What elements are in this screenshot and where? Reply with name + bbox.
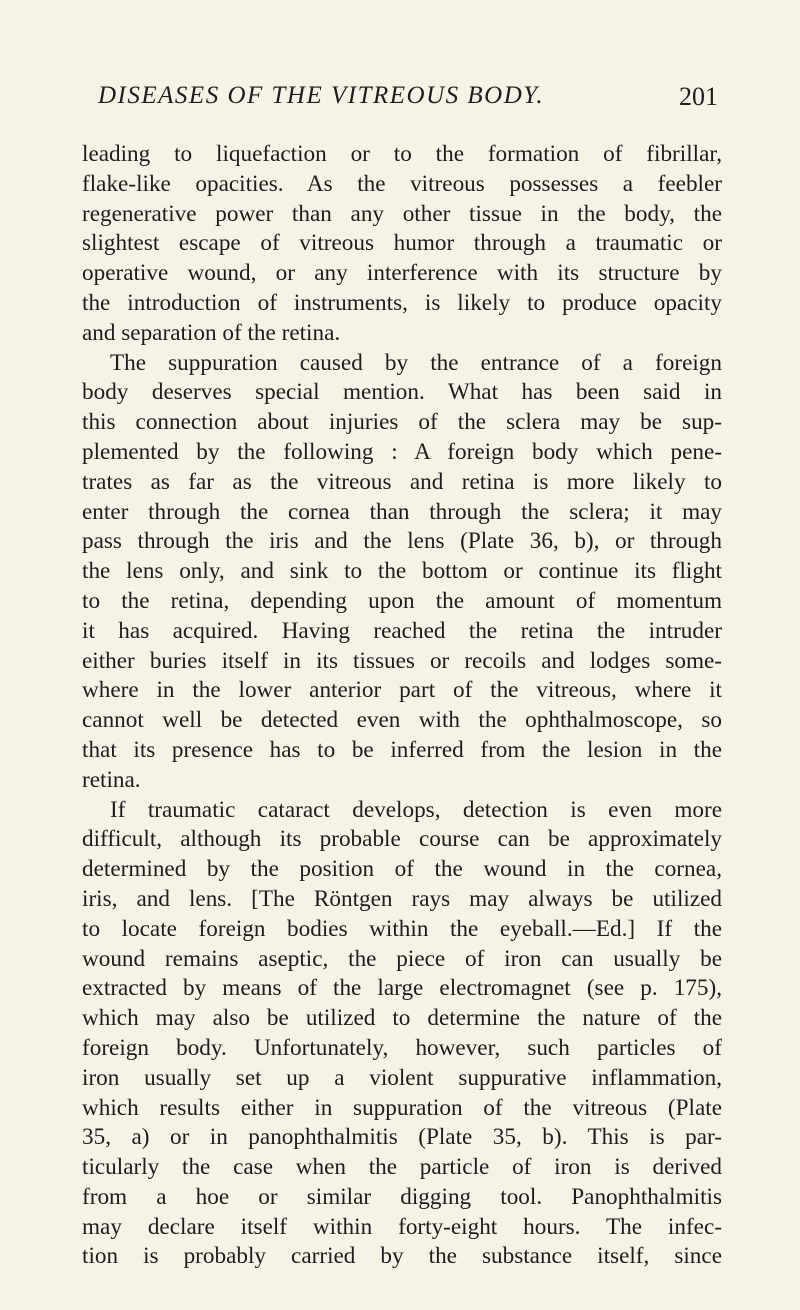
- text-line: which results either in suppuration of the vitreous (Plate: [82, 1094, 722, 1121]
- page-number: 201: [679, 82, 718, 111]
- text-line: to the retina, depending upon the amount of momentum: [82, 587, 722, 614]
- text-line: 35, a) or in panophthalmitis (Plate 35, b). This is par-: [82, 1124, 722, 1151]
- text-line: may declare itself within forty-eight hours. The infec-: [82, 1213, 722, 1240]
- text-line: to locate foreign bodies within the eyeball.—Ed.] If the: [82, 915, 722, 942]
- text-line: ticularly the case when the particle of iron is derived: [82, 1154, 722, 1181]
- text-line: cannot well be detected even with the ophthalmoscope, so: [82, 707, 722, 734]
- text-line: foreign body. Unfortunately, however, such particles of: [82, 1034, 722, 1061]
- text-line: where in the lower anterior part of the vitreous, where it: [82, 677, 722, 704]
- text-line: difficult, although its probable course can be approximately: [82, 826, 722, 853]
- text-line: plemented by the following : A foreign body which pene-: [82, 438, 722, 465]
- text-line: retina.: [82, 766, 141, 793]
- text-line: enter through the cornea than through the sclera; it may: [82, 498, 722, 525]
- text-line: flake-like opacities. As the vitreous possesses a feebler: [82, 170, 722, 197]
- text-line: regenerative power than any other tissue in the body, the: [82, 200, 722, 227]
- text-line: and separation of the retina.: [82, 319, 341, 346]
- text-line: slightest escape of vitreous humor through a traumatic or: [82, 230, 722, 257]
- text-line: the lens only, and sink to the bottom or continue its flight: [82, 558, 722, 585]
- text-line: wound remains aseptic, the piece of iron can usually be: [82, 945, 722, 972]
- page-header: [98, 82, 718, 122]
- text-line: which may also be utilized to determine the nature of the: [82, 1005, 722, 1032]
- text-line: body deserves special mention. What has been said in: [82, 379, 722, 406]
- text-line: that its presence has to be inferred from the lesion in the: [82, 736, 722, 763]
- text-line: trates as far as the vitreous and retina is more likely to: [82, 468, 722, 495]
- text-line: The suppuration caused by the entrance of a foreign: [110, 349, 722, 376]
- text-line: tion is probably carried by the substance itself, since: [82, 1243, 722, 1270]
- body-text: [82, 140, 722, 1272]
- text-line: it has acquired. Having reached the retina the intruder: [82, 617, 722, 644]
- text-line: this connection about injuries of the sclera may be sup-: [82, 409, 722, 436]
- text-line: pass through the iris and the lens (Plate 36, b), or through: [82, 528, 722, 555]
- running-title: DISEASES OF THE VITREOUS BODY.: [98, 82, 545, 109]
- text-line: If traumatic cataract develops, detection is even more: [110, 796, 722, 823]
- text-line: leading to liquefaction or to the formation of fibrillar,: [82, 141, 722, 167]
- text-line: either buries itself in its tissues or recoils and lodges some-: [82, 647, 722, 674]
- text-line: iron usually set up a violent suppurative inflammation,: [82, 1064, 722, 1091]
- text-line: determined by the position of the wound in the cornea,: [82, 856, 722, 883]
- text-line: extracted by means of the large electromagnet (see p. 175),: [82, 975, 722, 1002]
- text-line: iris, and lens. [The Röntgen rays may always be utilized: [82, 885, 722, 912]
- text-line: operative wound, or any interference with its structure by: [82, 260, 722, 287]
- text-line: the introduction of instruments, is likely to produce opacity: [82, 289, 722, 316]
- text-line: from a hoe or similar digging tool. Panophthalmitis: [82, 1183, 722, 1210]
